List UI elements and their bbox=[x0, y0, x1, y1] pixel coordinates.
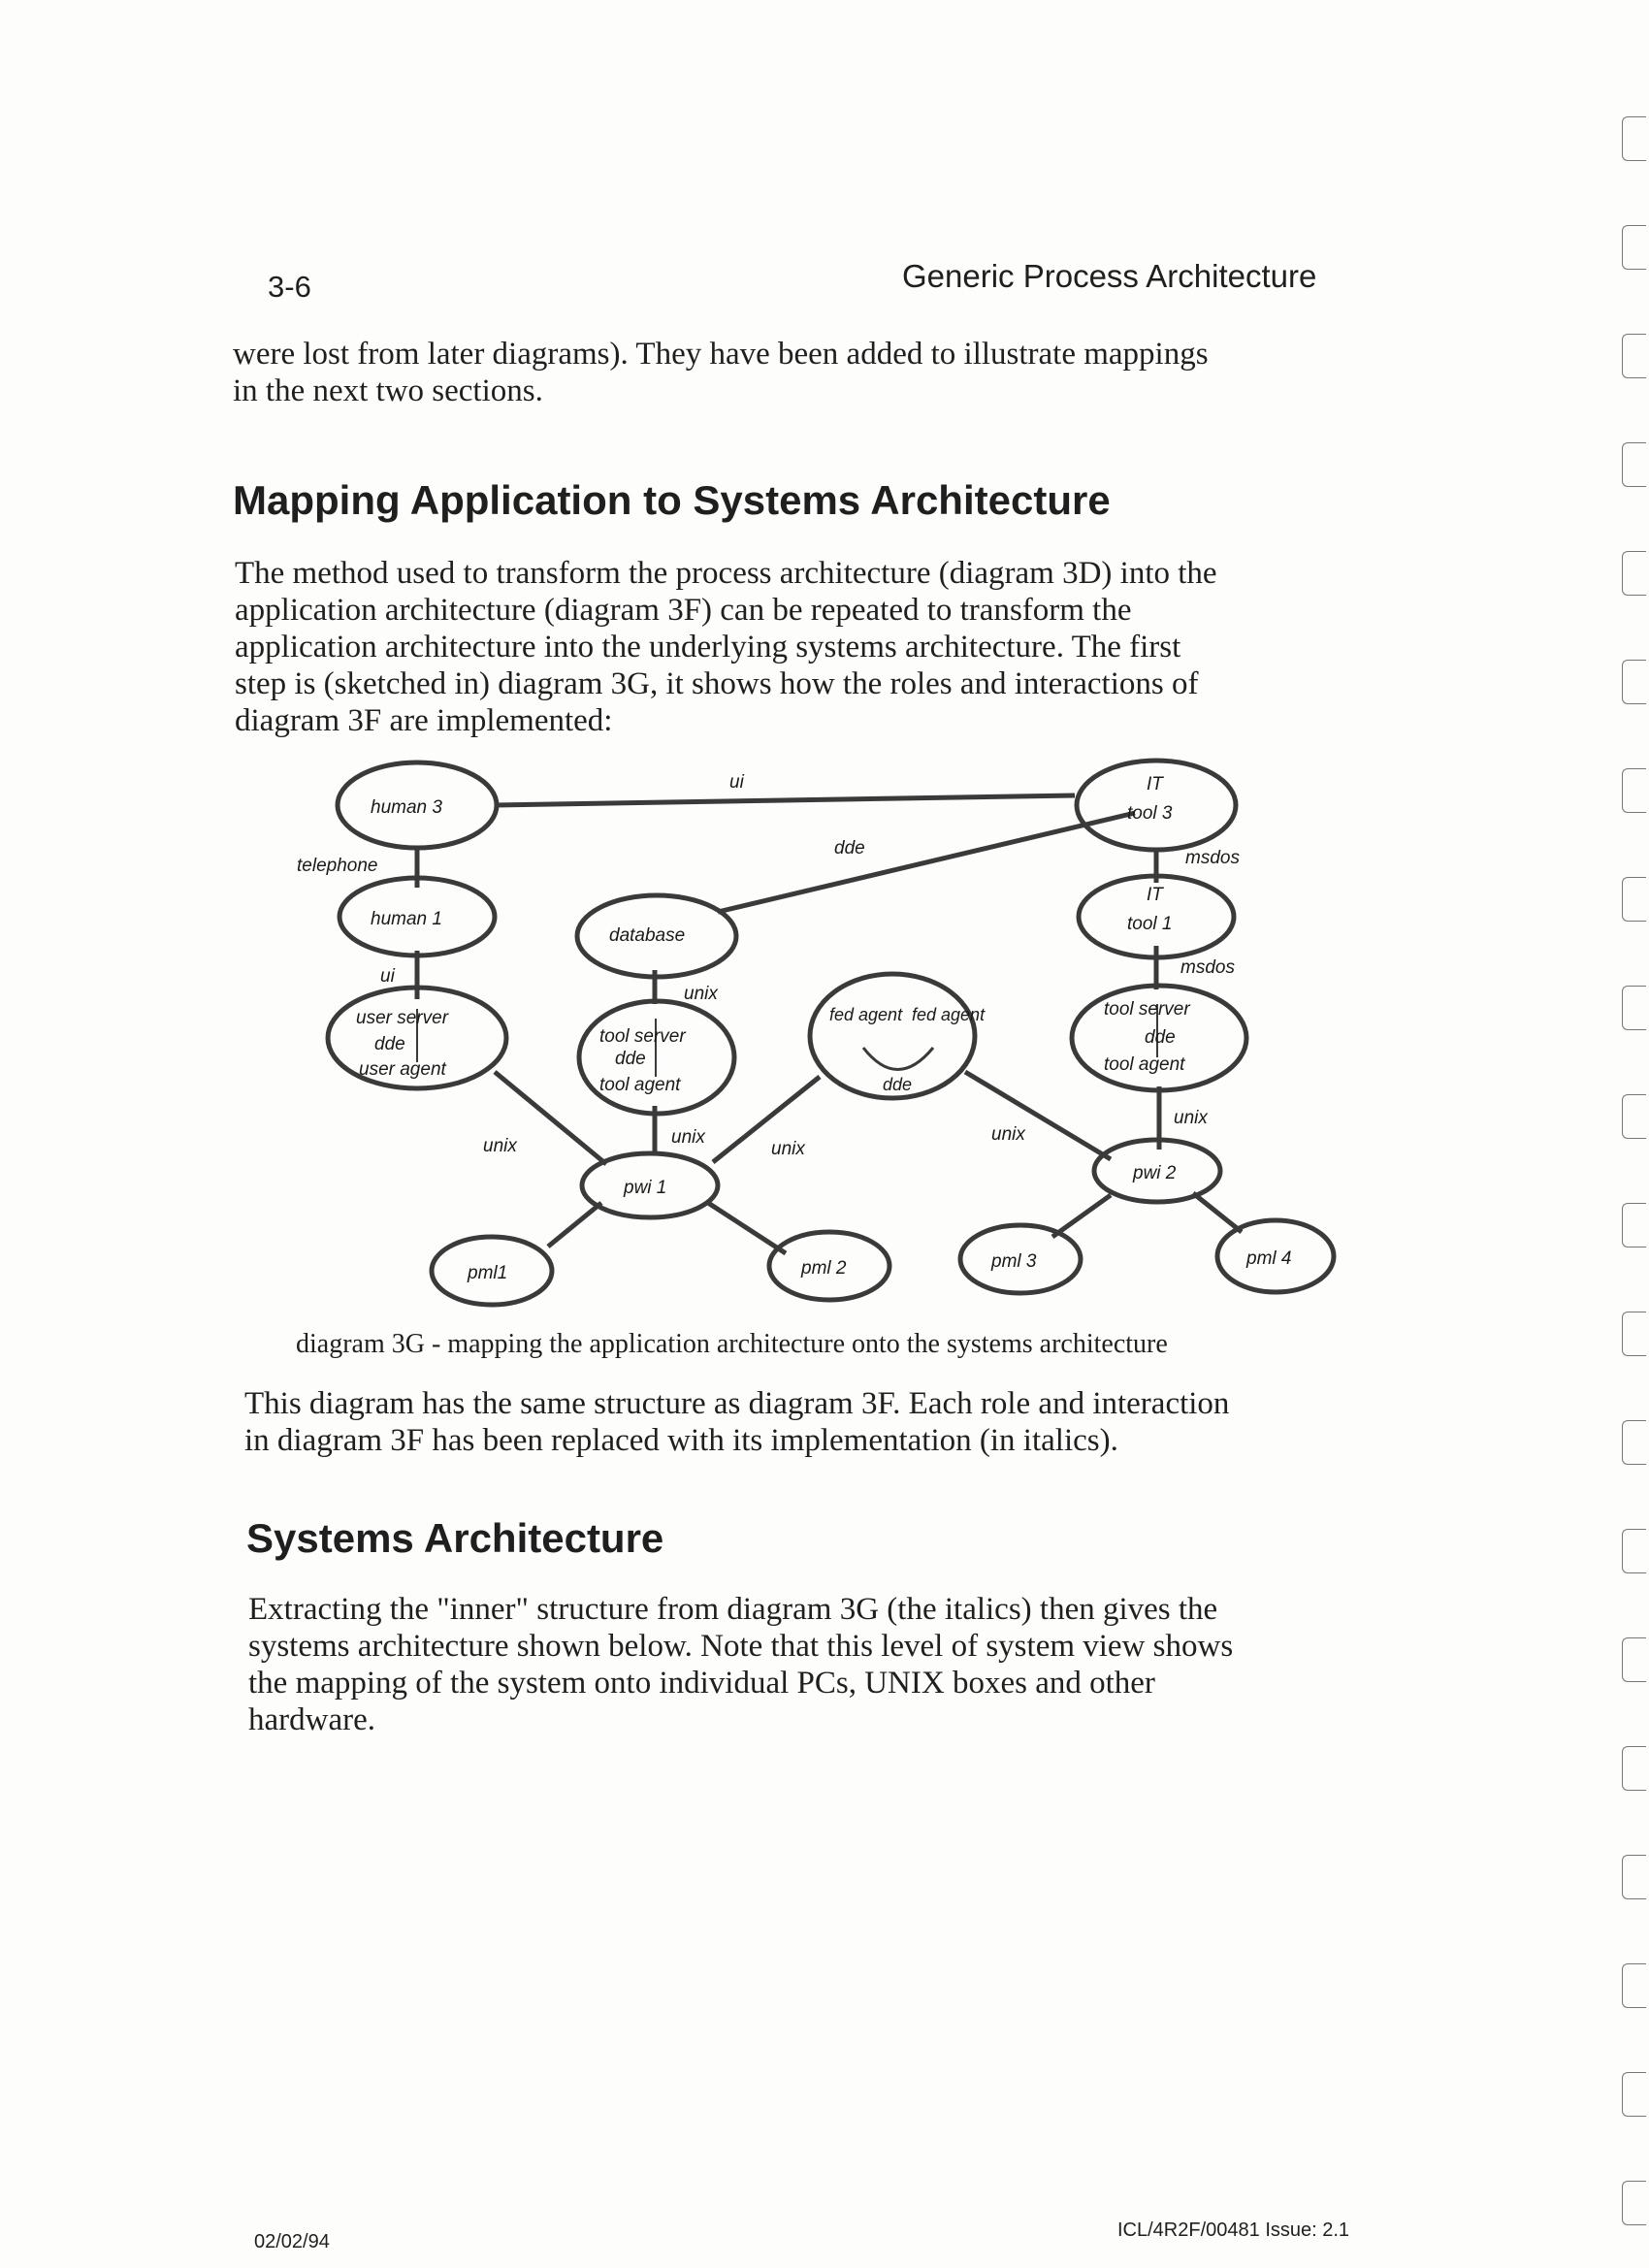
edge-label-unix-user: unix bbox=[483, 1136, 517, 1156]
text-line: systems architecture shown below. Note that this level of system view shows bbox=[248, 1629, 1234, 1664]
label-human1: human 1 bbox=[371, 909, 442, 929]
text-line: This diagram has the same structure as diagram 3F. Each role and interaction bbox=[244, 1386, 1230, 1421]
binder-tab bbox=[1622, 225, 1646, 270]
label-tool-agent2: tool agent bbox=[1104, 1054, 1185, 1075]
text-line: were lost from later diagrams). They have been added to illustrate mappings bbox=[233, 337, 1209, 372]
label-pwi2: pwi 2 bbox=[1133, 1163, 1177, 1183]
label-tool-server2: tool server bbox=[1104, 999, 1190, 1020]
text-line: in the next two sections. bbox=[233, 373, 543, 408]
label-fed-dde: dde bbox=[883, 1075, 913, 1094]
binder-tab bbox=[1622, 986, 1646, 1030]
edge-label-msdos-mid: msdos bbox=[1180, 957, 1235, 978]
edge-label-unix-tool: unix bbox=[671, 1127, 705, 1148]
edge-label-unix-fed-right: unix bbox=[991, 1124, 1025, 1145]
binder-tab bbox=[1622, 1637, 1646, 1682]
text-line: application architecture into the underlying systems architecture. The first bbox=[235, 630, 1181, 664]
label-pml3: pml 3 bbox=[991, 1251, 1037, 1272]
binder-tab bbox=[1622, 1094, 1646, 1139]
edge-ui-top bbox=[495, 795, 1075, 805]
edge-label-ui-left: ui bbox=[380, 966, 395, 987]
label-pml1: pml1 bbox=[468, 1263, 508, 1283]
label-fed-agent-1: fed agent bbox=[829, 1005, 903, 1024]
section-heading-mapping: Mapping Application to Systems Architecture bbox=[233, 477, 1111, 523]
edge-pwi2-pml3 bbox=[1052, 1195, 1111, 1237]
label-fed-agent-2: fed agent bbox=[912, 1005, 986, 1024]
edge-pwi1-pml2 bbox=[708, 1203, 786, 1253]
text-line: The method used to transform the process architecture (diagram 3D) into the bbox=[235, 556, 1217, 591]
text-line: hardware. bbox=[248, 1702, 376, 1737]
footer-date: 02/02/94 bbox=[254, 2231, 330, 2252]
text-line: the mapping of the system onto individual PCs, UNIX boxes and other bbox=[248, 1666, 1155, 1701]
label-tool-dde: dde bbox=[615, 1049, 646, 1069]
text-line: Extracting the "inner" structure from diagram 3G (the italics) then gives the bbox=[248, 1592, 1218, 1627]
diagram-caption: diagram 3G - mapping the application architecture onto the systems architecture bbox=[296, 1329, 1168, 1359]
binder-tab bbox=[1622, 1746, 1646, 1791]
edge-unix-fed-right bbox=[965, 1072, 1111, 1159]
after-diagram-paragraph bbox=[244, 1385, 1381, 1459]
text-line: step is (sketched in) diagram 3G, it shows how the roles and interactions of bbox=[235, 666, 1199, 701]
label-user-dde: dde bbox=[374, 1034, 405, 1054]
label-user-agent: user agent bbox=[359, 1059, 446, 1080]
label-pml4: pml 4 bbox=[1246, 1248, 1292, 1269]
binder-tab bbox=[1622, 660, 1646, 704]
text-line: in diagram 3F has been replaced with its implementation (in italics). bbox=[244, 1423, 1118, 1458]
binder-tab bbox=[1622, 1855, 1646, 1899]
binder-tab-strip bbox=[1622, 116, 1649, 2251]
edge-label-ui-top: ui bbox=[729, 772, 744, 793]
edge-label-msdos-top: msdos bbox=[1185, 848, 1240, 868]
label-tool-server: tool server bbox=[599, 1026, 686, 1047]
label-it-tool1-a: IT bbox=[1147, 885, 1163, 905]
edge-pwi1-pml1 bbox=[548, 1203, 601, 1247]
section-heading-systems: Systems Architecture bbox=[246, 1515, 664, 1561]
running-title: Generic Process Architecture bbox=[902, 258, 1317, 294]
label-it-tool3-a: IT bbox=[1147, 774, 1163, 794]
binder-tab bbox=[1622, 1312, 1646, 1356]
label-user-server: user server bbox=[356, 1008, 449, 1028]
edge-label-dde-db: dde bbox=[834, 838, 865, 859]
binder-tab bbox=[1622, 1529, 1646, 1573]
edge-pwi2-pml4 bbox=[1193, 1193, 1242, 1232]
label-database: database bbox=[609, 925, 686, 946]
label-tool-agent: tool agent bbox=[599, 1075, 681, 1095]
page-number: 3-6 bbox=[268, 270, 311, 304]
binder-tab bbox=[1622, 2072, 1646, 2117]
text-line: application architecture (diagram 3F) can be repeated to transform the bbox=[235, 593, 1132, 628]
binder-tab bbox=[1622, 1420, 1646, 1465]
footer-doc-ref: ICL/4R2F/00481 Issue: 2.1 bbox=[1117, 2219, 1350, 2241]
section2-paragraph bbox=[248, 1591, 1385, 1738]
label-it-tool1-b: tool 1 bbox=[1127, 914, 1173, 934]
binder-tab bbox=[1622, 442, 1646, 487]
binder-tab bbox=[1622, 1963, 1646, 2008]
label-pwi1: pwi 1 bbox=[624, 1178, 667, 1198]
edge-dde-db bbox=[718, 813, 1135, 912]
binder-tab bbox=[1622, 551, 1646, 596]
edge-label-telephone: telephone bbox=[297, 856, 378, 876]
edge-label-unix-fed-left: unix bbox=[771, 1139, 805, 1159]
binder-tab bbox=[1622, 116, 1646, 161]
binder-tab bbox=[1622, 2181, 1646, 2225]
binder-tab bbox=[1622, 877, 1646, 922]
label-pml2: pml 2 bbox=[801, 1258, 847, 1279]
binder-tab bbox=[1622, 768, 1646, 813]
label-human3: human 3 bbox=[371, 797, 442, 818]
text-line: diagram 3F are implemented: bbox=[235, 703, 613, 738]
label-tool-dde2: dde bbox=[1145, 1027, 1176, 1048]
binder-tab bbox=[1622, 334, 1646, 378]
edge-label-unix-db: unix bbox=[684, 984, 718, 1004]
label-it-tool3-b: tool 3 bbox=[1127, 803, 1173, 824]
edge-label-unix-right: unix bbox=[1174, 1108, 1208, 1128]
binder-tab bbox=[1622, 1203, 1646, 1247]
